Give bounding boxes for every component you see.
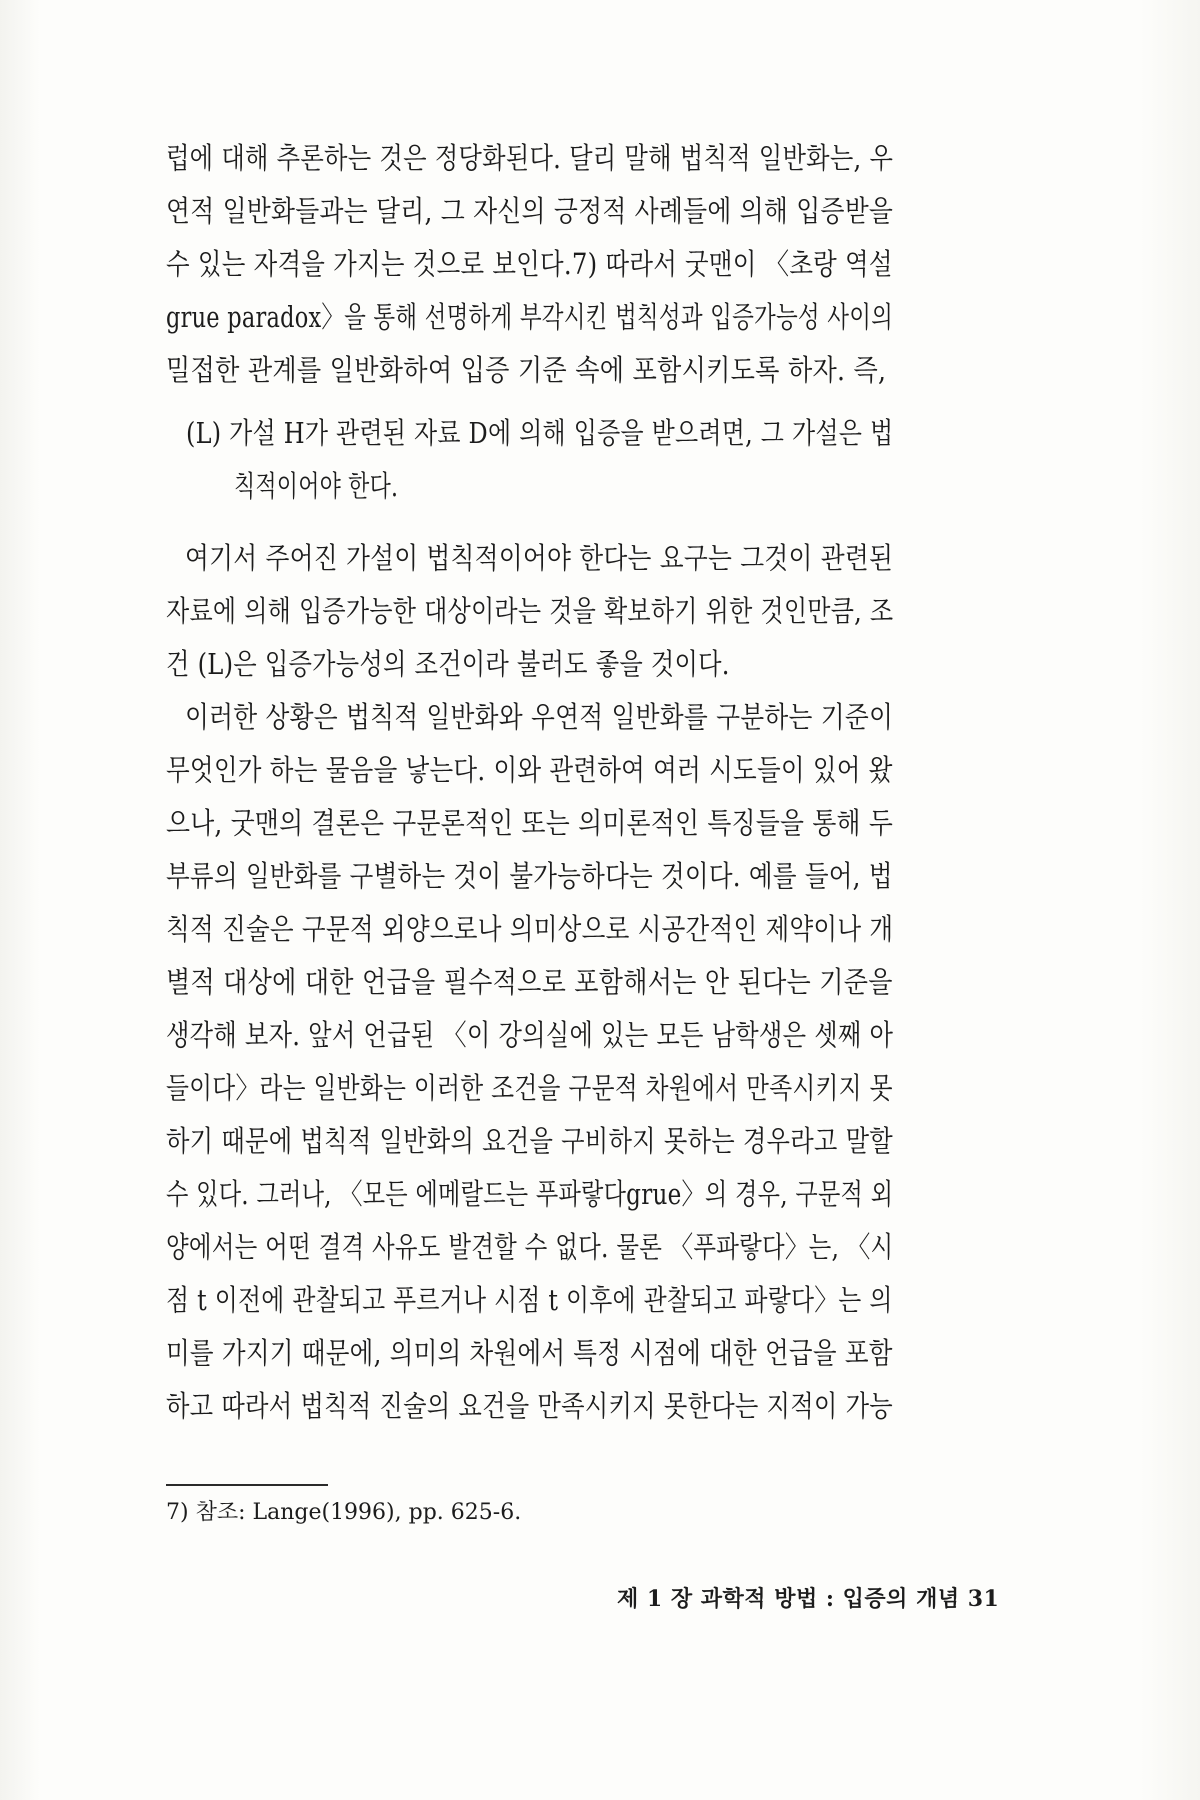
text-line: 밀접한 관계를 일반화하여 입증 기준 속에 포함시키도록 하자. 즉, [166, 353, 887, 387]
text-line: 자료에 의해 입증가능한 대상이라는 것을 확보하기 위한 것인만큼, 조 [166, 594, 894, 628]
text-line: 연적 일반화들과는 달리, 그 자신의 긍정적 사례들에 의해 입증받을 [166, 194, 894, 228]
text-line: 수 있는 자격을 가지는 것으로 보인다.7) 따라서 굿맨이 〈초랑 역설 [166, 247, 893, 281]
text-line: 하고 따라서 법칙적 진술의 요건을 만족시키지 못한다는 지적이 가능 [166, 1389, 893, 1423]
text-line: 양에서는 어떤 결격 사유도 발견할 수 없다. 물론 〈푸파랗다〉는, 〈시 [166, 1230, 894, 1264]
text-line: 미를 가지기 때문에, 의미의 차원에서 특정 시점에 대한 언급을 포함 [166, 1336, 893, 1370]
text-line: 점 t 이전에 관찰되고 푸르거나 시점 t 이후에 관찰되고 파랗다〉는 의 [166, 1283, 893, 1317]
text-line: 별적 대상에 대한 언급을 필수적으로 포함해서는 안 된다는 기준을 [166, 965, 893, 999]
text-line: 럽에 대해 추론하는 것은 정당화된다. 달리 말해 법칙적 일반화는, 우 [166, 141, 894, 175]
text-line: 이러한 상황은 법칙적 일반화와 우연적 일반화를 구분하는 기준이 [185, 700, 894, 734]
text-line: grue paradox〉을 통해 선명하게 부각시킨 법칙성과 입증가능성 사이의 [166, 300, 894, 334]
page-footer: 제 1 장 과학적 방법 : 입증의 개념 31 [617, 1586, 1000, 1612]
footnote: 7) 참조: Lange(1996), pp. 625-6. [166, 1500, 522, 1525]
text-line: 무엇인가 하는 물음을 낳는다. 이와 관련하여 여러 시도들이 있어 왔 [166, 753, 893, 787]
condition-line: (L) 가설 H가 관련된 자료 D에 의해 입증을 받으려면, 그 가설은 법 [186, 416, 894, 450]
text-line: 건 (L)은 입증가능성의 조건이라 불러도 좋을 것이다. [166, 647, 730, 681]
text-line: 생각해 보자. 앞서 언급된 〈이 강의실에 있는 모든 남학생은 셋째 아 [166, 1018, 894, 1052]
condition-line: 칙적이어야 한다. [234, 469, 399, 503]
text-line: 여기서 주어진 가설이 법칙적이어야 한다는 요구는 그것이 관련된 [185, 541, 894, 575]
text-line: 수 있다. 그러나, 〈모든 에메랄드는 푸파랗다grue〉의 경우, 구문적 외 [166, 1177, 894, 1211]
text-line: 들이다〉라는 일반화는 이러한 조건을 구문적 차원에서 만족시키지 못 [166, 1071, 893, 1105]
text-line: 으나, 굿맨의 결론은 구문론적인 또는 의미론적인 특징들을 통해 두 [166, 806, 894, 840]
text-line: 칙적 진술은 구문적 외양으로나 의미상으로 시공간적인 제약이나 개 [166, 912, 894, 946]
text-line: 부류의 일반화를 구별하는 것이 불가능하다는 것이다. 예를 들어, 법 [166, 859, 893, 893]
text-line: 하기 때문에 법칙적 일반화의 요건을 구비하지 못하는 경우라고 말할 [166, 1124, 893, 1158]
footnote-divider [166, 1484, 328, 1486]
